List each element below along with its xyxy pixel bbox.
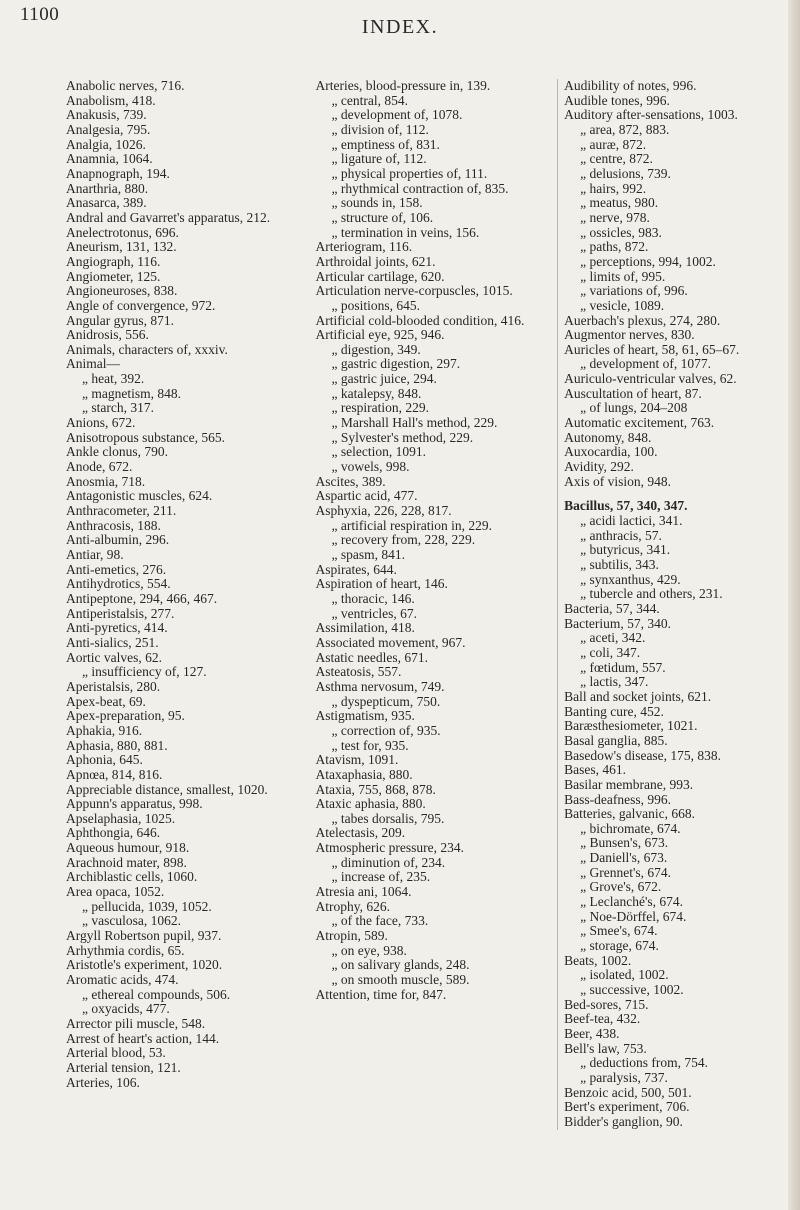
index-entry: „ delusions, 739.	[580, 165, 671, 181]
index-entry: „ physical properties of, 111.	[331, 165, 488, 181]
index-entry: Atmospheric pressure, 234.	[315, 840, 464, 856]
index-entry: Assimilation, 418.	[315, 620, 415, 636]
index-entry: Asteatosis, 557.	[315, 664, 402, 680]
index-entry: Angular gyrus, 871.	[66, 312, 174, 328]
index-entry: Bed-sores, 715.	[564, 996, 649, 1012]
index-entry: „ successive, 1002.	[580, 982, 684, 998]
index-entry: Auricles of heart, 58, 61, 65–67.	[564, 341, 740, 357]
index-entry: „ structure of, 106.	[331, 209, 434, 225]
index-entry: Arterial blood, 53.	[66, 1045, 166, 1061]
index-entry: Articulation nerve-corpuscles, 1015.	[315, 283, 513, 299]
index-entry: Ascites, 389.	[315, 473, 386, 489]
index-entry: Bass-deafness, 996.	[564, 791, 671, 807]
index-entry: „ perceptions, 994, 1002.	[580, 253, 716, 269]
index-entry: Benzoic acid, 500, 501.	[564, 1084, 692, 1100]
index-entry: Associated movement, 967.	[315, 634, 466, 650]
index-entry: „ nerve, 978.	[580, 209, 650, 225]
index-entry: Auscultation of heart, 87.	[564, 385, 702, 401]
index-entry: Ataxia, 755, 868, 878.	[315, 781, 436, 797]
index-entry: „ butyricus, 341.	[580, 542, 671, 558]
index-entry: Bacteria, 57, 344.	[564, 600, 660, 616]
index-entry: „ digestion, 349.	[331, 341, 421, 357]
index-entry: Bell's law, 753.	[564, 1040, 647, 1056]
index-entry: Autonomy, 848.	[564, 429, 652, 445]
index-entry: Anakusis, 739.	[66, 107, 147, 123]
index-entry: „ fœtidum, 557.	[580, 659, 666, 675]
index-entry: Artificial cold-blooded condition, 416.	[315, 312, 525, 328]
index-entry: Auxocardia, 100.	[564, 444, 658, 460]
index-entry: Atelectasis, 209.	[315, 825, 406, 841]
index-entry: Anelectrotonus, 696.	[66, 224, 179, 240]
index-entry: Apselaphasia, 1025.	[66, 810, 176, 826]
index-entry: Atavism, 1091.	[315, 752, 399, 768]
index-entry: Aperistalsis, 280.	[66, 678, 161, 694]
index-entry: Anosmia, 718.	[66, 473, 146, 489]
index-entry: Anidrosis, 556.	[66, 327, 149, 343]
index-column-1	[66, 79, 316, 1130]
index-entry: Augmentor nerves, 830.	[564, 327, 695, 343]
index-entry: „ Grennet's, 674.	[580, 864, 672, 880]
index-entry: Aspartic acid, 477.	[315, 488, 418, 504]
index-entry: Anti-pyretics, 414.	[66, 620, 168, 636]
index-entry: Anthracometer, 211.	[66, 503, 177, 519]
index-entry: „ pellucida, 1039, 1052.	[82, 898, 212, 914]
index-entry: Antiar, 98.	[66, 547, 124, 562]
index-entry: Argyll Robertson pupil, 937.	[66, 928, 222, 944]
index-entry: „ auræ, 872.	[580, 136, 647, 152]
index-entry: „ tabes dorsalis, 795.	[331, 810, 445, 826]
index-entry: Atropin, 589.	[315, 928, 388, 944]
index-entry: „ emptiness of, 831.	[331, 136, 440, 152]
index-entry: Atrophy, 626.	[315, 898, 391, 914]
index-entry: „ respiration, 229.	[331, 400, 430, 416]
index-entry: Bert's experiment, 706.	[564, 1099, 690, 1115]
index-entry: „ paths, 872.	[580, 239, 649, 255]
index-entry: Apex-preparation, 95.	[66, 708, 185, 724]
index-entry: „ on eye, 938.	[331, 942, 407, 958]
index-entry: Artificial eye, 925, 946.	[315, 327, 445, 343]
index-entry: „ gastric digestion, 297.	[331, 356, 461, 372]
index-entry: Baræsthesiometer, 1021.	[564, 718, 698, 734]
index-entry: „ variations of, 996.	[580, 283, 688, 299]
index-entry: „ coli, 347.	[580, 644, 641, 660]
index-entry: Apex-beat, 69.	[66, 693, 146, 709]
index-entry: „ limits of, 995.	[580, 268, 666, 284]
index-entry: „ katalepsy, 848.	[331, 385, 422, 401]
index-entry: „ hairs, 992.	[580, 180, 647, 196]
index-entry: Apnœa, 814, 816.	[66, 766, 163, 782]
index-entry: „ Sylvester's method, 229.	[331, 429, 474, 445]
index-entry: Angiometer, 125.	[66, 268, 161, 284]
index-entry: „ storage, 674.	[580, 938, 659, 954]
index-entry: Andral and Gavarret's apparatus, 212.	[66, 209, 271, 225]
index-entry: Audible tones, 996.	[564, 92, 670, 108]
index-entry: Aristotle's experiment, 1020.	[66, 957, 223, 973]
index-entry: Arrector pili muscle, 548.	[66, 1016, 206, 1031]
index-entry: Anti-albumin, 296.	[66, 532, 170, 548]
index-entry: Aromatic acids, 474.	[66, 972, 179, 988]
index-entry: Aspiration of heart, 146.	[315, 576, 448, 592]
index-entry: „ centre, 872.	[580, 151, 653, 167]
index-entry: „ ligature of, 112.	[331, 151, 427, 167]
index-entry: Bases, 461.	[564, 762, 627, 778]
index-entry: Astatic needles, 671.	[315, 649, 429, 665]
index-entry: Aneurism, 131, 132.	[66, 239, 177, 255]
index-entry: Audibility of notes, 996.	[564, 78, 697, 93]
index-entry: „ recovery from, 228, 229.	[331, 532, 476, 548]
index-entry: Auriculo-ventricular valves, 62.	[564, 371, 737, 387]
index-columns	[66, 79, 780, 1130]
index-entry: „ synxanthus, 429.	[580, 571, 681, 587]
index-entry: „ vasculosa, 1062.	[82, 913, 181, 929]
index-entry: „ Grove's, 672.	[580, 879, 662, 895]
index-entry: Anasarca, 389.	[66, 195, 147, 211]
index-entry: Arhythmia cordis, 65.	[66, 942, 185, 958]
index-entry: Animals, characters of, xxxiv.	[66, 341, 228, 357]
index-entry: „ heat, 392.	[82, 371, 145, 387]
index-entry: „ vesicle, 1089.	[580, 297, 665, 313]
index-entry: „ anthracis, 57.	[580, 527, 662, 543]
index-entry: „ development of, 1078.	[331, 107, 463, 123]
index-entry: Banting cure, 452.	[564, 703, 664, 719]
page-edge	[788, 0, 800, 1210]
index-entry: Anabolism, 418.	[66, 92, 156, 108]
index-entry: Beats, 1002.	[564, 952, 632, 968]
index-entry: „ ossicles, 983.	[580, 224, 662, 240]
index-entry: „ bichromate, 674.	[580, 820, 681, 836]
index-entry: Anapnograph, 194.	[66, 165, 170, 181]
index-entry: Ataxaphasia, 880.	[315, 766, 413, 782]
index-entry: Basal ganglia, 885.	[564, 732, 668, 748]
index-entry: „ deductions from, 754.	[580, 1055, 708, 1071]
index-entry: „ ethereal compounds, 506.	[82, 986, 231, 1002]
index-entry: Anamnia, 1064.	[66, 151, 153, 167]
index-entry: Aphakia, 916.	[66, 722, 143, 738]
index-entry: „ Marshall Hall's method, 229.	[331, 415, 498, 431]
index-entry: Appunn's apparatus, 998.	[66, 796, 203, 812]
index-entry: „ subtilis, 343.	[580, 557, 659, 572]
index-entry: „ correction of, 935.	[331, 722, 441, 738]
index-entry: „ Leclanché's, 674.	[580, 894, 684, 910]
index-entry: „ lactis, 347.	[580, 674, 649, 690]
index-entry: „ diminution of, 234.	[331, 854, 446, 870]
index-entry: „ central, 854.	[331, 92, 408, 108]
index-entry: „ Smee's, 674.	[580, 923, 658, 939]
index-entry: „ increase of, 235.	[331, 869, 431, 885]
index-entry: „ gastric juice, 294.	[331, 371, 437, 387]
index-entry: „ tubercle and others, 231.	[580, 586, 723, 602]
index-entry: Arrest of heart's action, 144.	[66, 1030, 220, 1046]
index-entry: Anions, 672.	[66, 415, 136, 431]
index-entry: Asthma nervosum, 749.	[315, 678, 445, 694]
index-entry: Anisotropous substance, 565.	[66, 429, 225, 445]
index-entry: Ball and socket joints, 621.	[564, 688, 712, 704]
index-entry: „ Noe-Dörffel, 674.	[580, 908, 687, 924]
index-entry: „ rhythmical contraction of, 835.	[331, 180, 509, 196]
index-entry: Anarthria, 880.	[66, 180, 149, 196]
index-entry: Arachnoid mater, 898.	[66, 854, 187, 870]
index-entry: „ starch, 317.	[82, 400, 154, 416]
index-entry: Anode, 672.	[66, 459, 133, 475]
running-head: INDEX.	[361, 16, 439, 38]
index-entry: Bacillus, 57, 340, 347.	[564, 498, 688, 514]
index-entry: „ magnetism, 848.	[82, 385, 181, 401]
index-entry: „ of lungs, 204–208	[580, 400, 688, 416]
index-entry: Asphyxia, 226, 228, 817.	[315, 503, 452, 519]
index-entry: Basilar membrane, 993.	[564, 776, 694, 792]
index-entry: „ artificial respiration in, 229.	[331, 517, 492, 533]
index-entry: „ on salivary glands, 248.	[331, 957, 470, 973]
index-entry: Avidity, 292.	[564, 459, 634, 475]
index-entry: Aphonia, 645.	[66, 752, 143, 768]
index-entry: „ insufficiency of, 127.	[82, 664, 207, 680]
index-entry: Antipeptone, 294, 466, 467.	[66, 590, 218, 606]
index-entry: „ Daniell's, 673.	[580, 850, 668, 866]
index-column-2	[316, 79, 558, 1130]
index-entry: Ataxic aphasia, 880.	[315, 796, 426, 812]
index-entry: Anthracosis, 188.	[66, 517, 161, 533]
index-entry: Automatic excitement, 763.	[564, 415, 715, 431]
index-entry: Area opaca, 1052.	[66, 884, 165, 900]
index-entry: „ division of, 112.	[331, 121, 429, 137]
index-entry: „ sounds in, 158.	[331, 195, 423, 211]
index-entry: Aspirates, 644.	[315, 561, 397, 577]
index-entry: Anti-emetics, 276.	[66, 561, 167, 577]
index-entry: Appreciable distance, smallest, 1020.	[66, 781, 268, 797]
index-entry: Aphthongia, 646.	[66, 825, 161, 841]
index-entry: Auditory after-sensations, 1003.	[564, 107, 738, 123]
index-entry: Attention, time for, 847.	[315, 986, 447, 1002]
index-entry: „ positions, 645.	[331, 297, 421, 313]
index-entry: Aqueous humour, 918.	[66, 840, 190, 856]
index-column-3	[557, 79, 780, 1130]
index-entry: Bidder's ganglion, 90.	[564, 1113, 683, 1129]
index-entry: Beef-tea, 432.	[564, 1011, 641, 1027]
index-entry: Ankle clonus, 790.	[66, 444, 168, 460]
index-entry: „ ventricles, 67.	[331, 605, 418, 621]
index-entry: Arteries, 106.	[66, 1074, 140, 1090]
index-entry: Archiblastic cells, 1060.	[66, 869, 198, 885]
index-entry: Aortic valves, 62.	[66, 649, 162, 665]
index-entry: „ test for, 935.	[331, 737, 409, 753]
index-entry: „ on smooth muscle, 589.	[331, 972, 470, 988]
index-entry: „ vowels, 998.	[331, 459, 410, 475]
index-entry: Animal—	[66, 356, 120, 372]
index-entry: Arteriogram, 116.	[315, 239, 413, 255]
index-entry: „ isolated, 1002.	[580, 967, 669, 983]
index-entry: Analgesia, 795.	[66, 121, 151, 137]
index-entry: Auerbach's plexus, 274, 280.	[564, 312, 721, 328]
index-entry: „ thoracic, 146.	[331, 590, 415, 606]
index-entry: Beer, 438.	[564, 1026, 620, 1041]
index-entry: Arterial tension, 121.	[66, 1059, 181, 1075]
index-entry: „ aceti, 342.	[580, 630, 646, 646]
index-entry: Aphasia, 880, 881.	[66, 737, 168, 753]
index-entry: Articular cartilage, 620.	[315, 268, 445, 284]
index-entry: Antagonistic muscles, 624.	[66, 488, 213, 504]
index-entry: Batteries, galvanic, 668.	[564, 806, 695, 822]
index-entry: „ acidi lactici, 341.	[580, 513, 683, 529]
index-entry: Angiograph, 116.	[66, 253, 161, 269]
index-entry: „ paralysis, 737.	[580, 1069, 668, 1085]
index-entry: Basedow's disease, 175, 838.	[564, 747, 722, 763]
index-entry: Antiperistalsis, 277.	[66, 605, 175, 621]
index-entry: Antihydrotics, 554.	[66, 576, 171, 592]
index-entry: „ area, 872, 883.	[580, 121, 670, 137]
index-entry: Analgia, 1026.	[66, 136, 146, 152]
index-entry: „ of the face, 733.	[331, 913, 429, 929]
index-entry: Astigmatism, 935.	[315, 708, 415, 724]
index-entry: „ termination in veins, 156.	[331, 224, 480, 240]
index-entry: Angioneuroses, 838.	[66, 283, 178, 299]
index-entry: „ spasm, 841.	[331, 547, 406, 562]
index-entry: Anti-sialics, 251.	[66, 634, 159, 650]
index-entry: „ development of, 1077.	[580, 356, 711, 372]
index-entry: Atresia ani, 1064.	[315, 884, 412, 900]
index-entry: „ meatus, 980.	[580, 195, 659, 211]
index-entry: „ dyspepticum, 750.	[331, 693, 441, 709]
index-entry: Bacterium, 57, 340.	[564, 615, 671, 631]
page-number: 1100	[20, 4, 60, 25]
index-entry: Angle of convergence, 972.	[66, 297, 216, 313]
index-entry: „ selection, 1091.	[331, 444, 427, 460]
index-entry: „ Bunsen's, 673.	[580, 835, 669, 851]
index-entry: Arthroidal joints, 621.	[315, 253, 436, 269]
index-entry: Anabolic nerves, 716.	[66, 78, 185, 93]
index-entry: „ oxyacids, 477.	[82, 1001, 170, 1017]
index-entry: Axis of vision, 948.	[564, 473, 672, 489]
index-entry: Arteries, blood-pressure in, 139.	[315, 78, 491, 93]
